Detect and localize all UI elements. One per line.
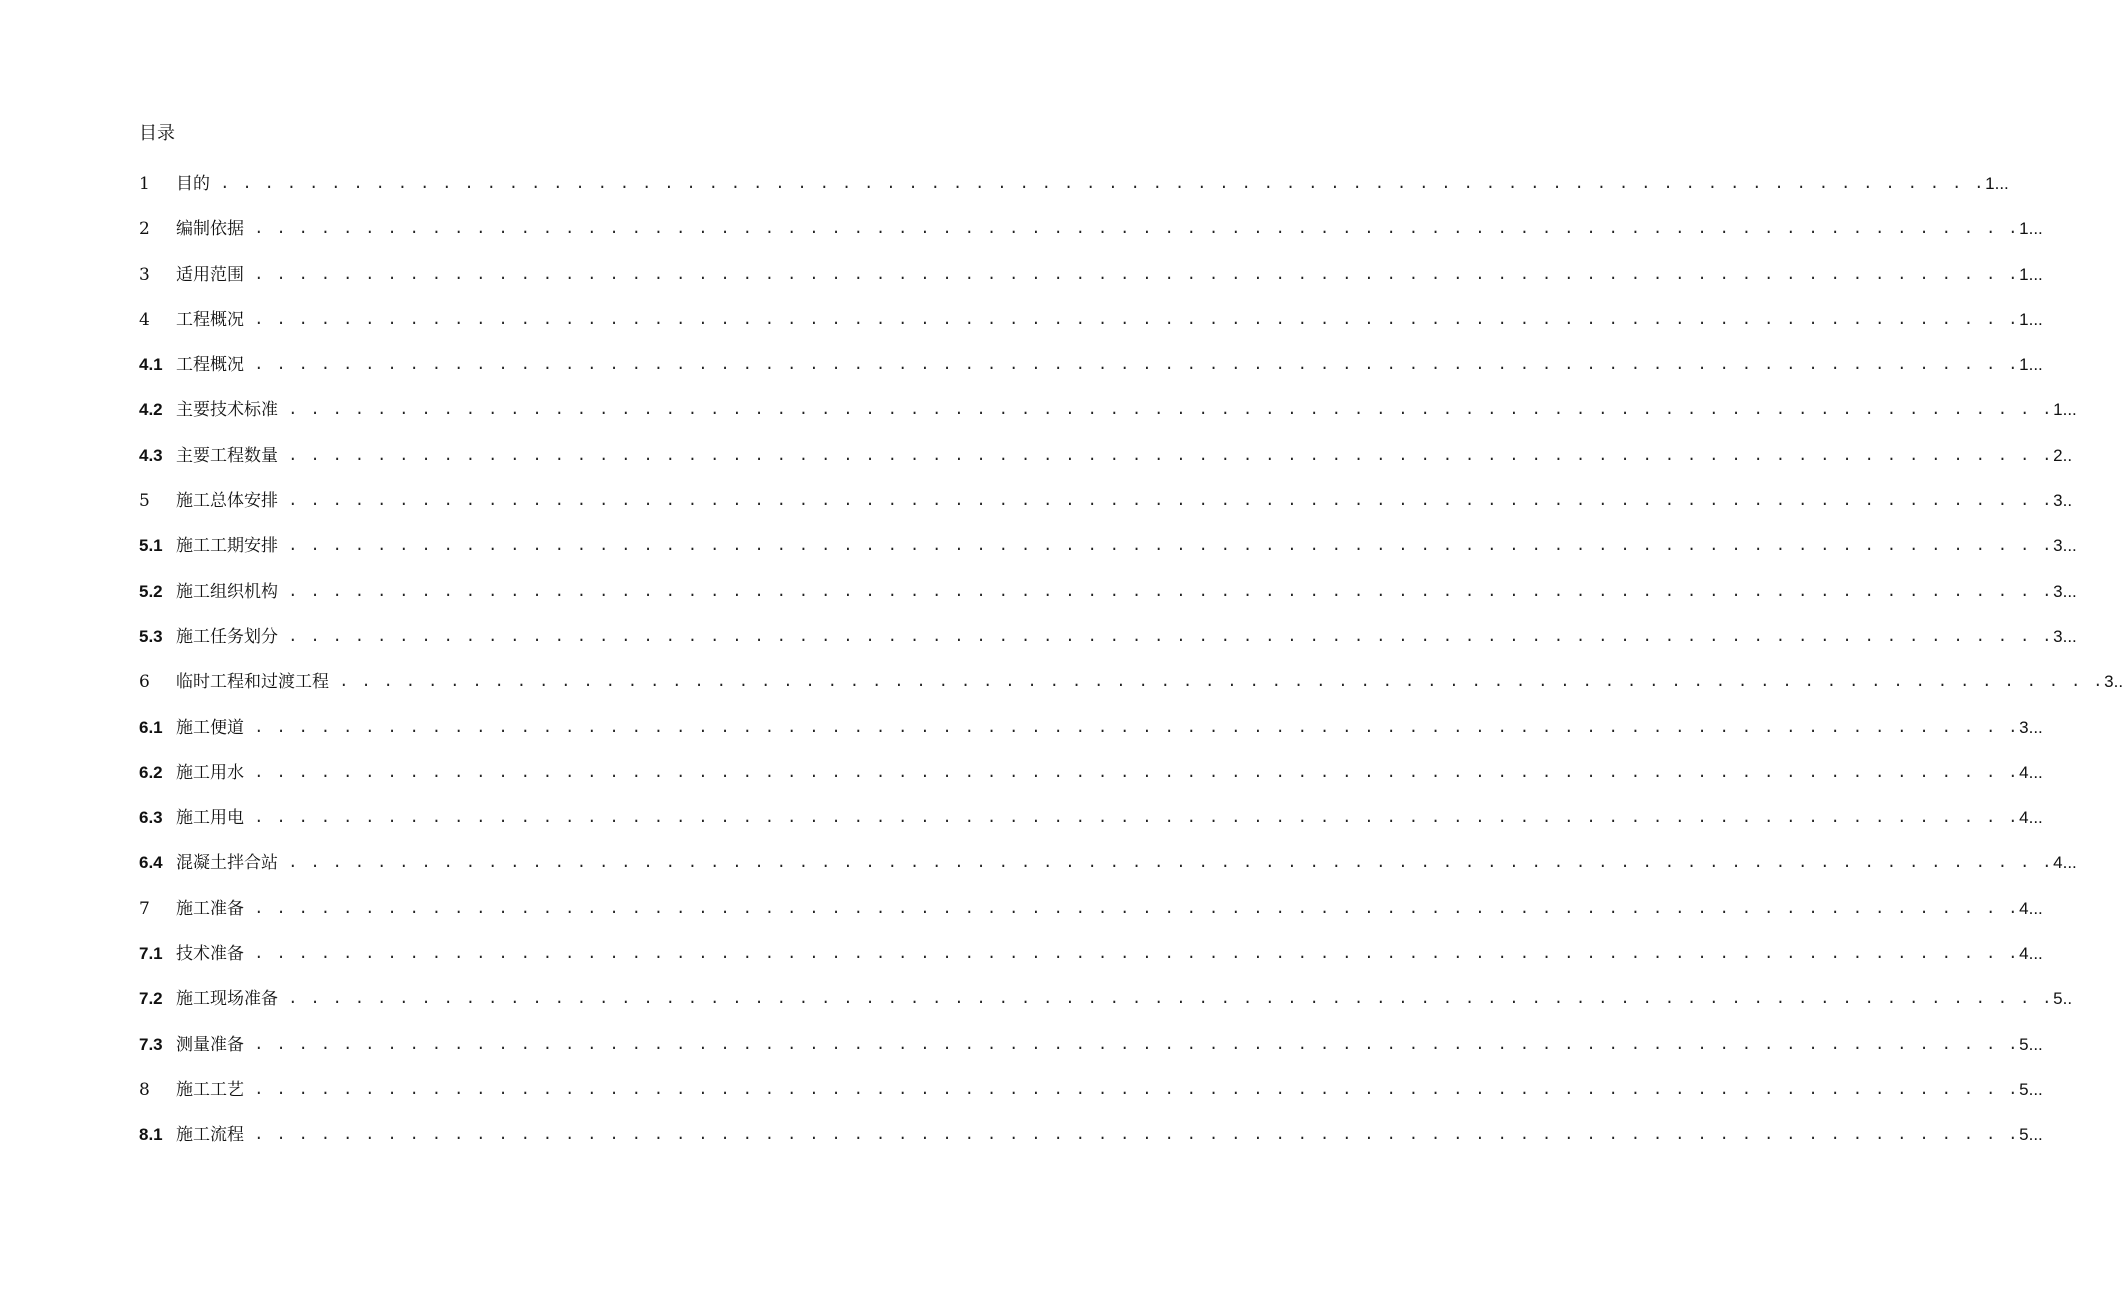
toc-entry-title: 施工工期安排 — [176, 536, 278, 557]
toc-dot-leader: . . . . . . . . . . . . . . . . . . . . . . . . . . . . . . . . . . . . . . . . . . . . . . . . . . . . . . . . . . . . . . . . . . . . . . . . . . . . . . . . — [254, 356, 2020, 375]
toc-entry[interactable] — [139, 1078, 2043, 1123]
toc-entry[interactable] — [139, 489, 2073, 534]
toc-entry-title: 施工组织机构 — [176, 581, 278, 602]
toc-entry-title: 施工用电 — [176, 808, 244, 829]
toc-dot-leader: . . . . . . . . . . . . . . . . . . . . . . . . . . . . . . . . . . . . . . . . . . . . . . . . . . . . . . . . . . . . . . . . . . . . . . . . . . . . . . . . — [288, 582, 2054, 601]
toc-entry-page: 4... — [2019, 762, 2043, 782]
toc-dot-leader: . . . . . . . . . . . . . . . . . . . . . . . . . . . . . . . . . . . . . . . . . . . . . . . . . . . . . . . . . . . . . . . . . . . . . . . . . . . . . . . . — [288, 492, 2054, 511]
toc-entry[interactable] — [139, 987, 2073, 1032]
toc-entry[interactable] — [139, 398, 2077, 443]
toc-entry-number: 4 — [139, 309, 150, 330]
toc-entry-page: 1... — [2053, 400, 2077, 420]
toc-entry-number: 7.3 — [139, 1034, 163, 1054]
toc-entry-number: 6.3 — [139, 808, 163, 828]
toc-entry[interactable] — [139, 897, 2043, 942]
toc-dot-leader: . . . . . . . . . . . . . . . . . . . . . . . . . . . . . . . . . . . . . . . . . . . . . . . . . . . . . . . . . . . . . . . . . . . . . . . . . . . . . . . . — [254, 220, 2020, 239]
toc-dot-leader: . . . . . . . . . . . . . . . . . . . . . . . . . . . . . . . . . . . . . . . . . . . . . . . . . . . . . . . . . . . . . . . . . . . . . . . . . . . . . . . . — [254, 310, 2020, 329]
toc-entry-page: 3.. — [2104, 672, 2123, 692]
toc-entry-number: 4.1 — [139, 355, 163, 375]
toc-entry-number: 7.2 — [139, 989, 163, 1009]
toc-entry-page: 4... — [2019, 944, 2043, 964]
toc-dot-leader: . . . . . . . . . . . . . . . . . . . . . . . . . . . . . . . . . . . . . . . . . . . . . . . . . . . . . . . . . . . . . . . . . . . . . . . . . . . . . . . . — [254, 265, 2020, 284]
toc-entry-title: 施工总体安排 — [176, 491, 278, 512]
toc-entry-title: 目的 — [176, 174, 210, 194]
toc-entry-number: 5.3 — [139, 626, 163, 646]
toc-list — [139, 172, 2123, 1169]
toc-entry-title: 临时工程和过渡工程 — [176, 672, 329, 693]
toc-entry-number: 6.4 — [139, 853, 163, 873]
toc-entry-page: 4... — [2053, 853, 2077, 873]
toc-entry-title: 施工工艺 — [176, 1079, 244, 1100]
toc-entry-title: 技术准备 — [176, 944, 244, 965]
toc-entry-page: 3... — [2053, 536, 2077, 556]
toc-entry[interactable] — [139, 761, 2043, 806]
toc-entry-number: 7 — [139, 898, 150, 919]
toc-entry-page: 5... — [2019, 1034, 2043, 1054]
toc-entry-title: 编制依据 — [176, 219, 244, 240]
toc-entry-title: 工程概况 — [176, 355, 244, 376]
toc-entry[interactable] — [139, 670, 2123, 715]
toc-entry-number: 5.1 — [139, 536, 163, 556]
toc-entry-number: 1 — [139, 174, 150, 194]
toc-entry-number: 8 — [139, 1079, 150, 1100]
toc-entry[interactable] — [139, 353, 2043, 398]
toc-entry-page: 1... — [2019, 309, 2043, 329]
toc-dot-leader: . . . . . . . . . . . . . . . . . . . . . . . . . . . . . . . . . . . . . . . . . . . . . . . . . . . . . . . . . . . . . . . . . . . . . . . . . . . . . . . . — [288, 627, 2054, 646]
toc-dot-leader: . . . . . . . . . . . . . . . . . . . . . . . . . . . . . . . . . . . . . . . . . . . . . . . . . . . . . . . . . . . . . . . . . . . . . . . . . . . . . . . . — [254, 1035, 2020, 1054]
toc-entry-page: 1... — [2019, 355, 2043, 375]
toc-entry-title: 施工用水 — [176, 762, 244, 783]
toc-entry-number: 6.2 — [139, 762, 163, 782]
toc-entry[interactable] — [139, 716, 2043, 761]
toc-dot-leader: . . . . . . . . . . . . . . . . . . . . . . . . . . . . . . . . . . . . . . . . . . . . . . . . . . . . . . . . . . . . . . . . . . . . . . . . . . . . . . . . — [254, 1126, 2020, 1145]
toc-entry-number: 7.1 — [139, 944, 163, 964]
toc-dot-leader: . . . . . . . . . . . . . . . . . . . . . . . . . . . . . . . . . . . . . . . . . . . . . . . . . . . . . . . . . . . . . . . . . . . . . . . . . . . . . . . . — [288, 446, 2054, 465]
toc-entry-page: 5.. — [2053, 989, 2073, 1009]
toc-dot-leader: . . . . . . . . . . . . . . . . . . . . . . . . . . . . . . . . . . . . . . . . . . . . . . . . . . . . . . . . . . . . . . . . . . . . . . . . . . . . . . . . — [254, 945, 2020, 964]
toc-entry-title: 施工流程 — [176, 1125, 244, 1146]
toc-entry-title: 主要工程数量 — [176, 445, 278, 466]
toc-entry-number: 4.2 — [139, 400, 163, 420]
toc-entry[interactable] — [139, 534, 2077, 579]
toc-entry-page: 1... — [1985, 174, 2009, 193]
toc-dot-leader: . . . . . . . . . . . . . . . . . . . . . . . . . . . . . . . . . . . . . . . . . . . . . . . . . . . . . . . . . . . . . . . . . . . . . . . . . . . . . . . . — [288, 990, 2054, 1009]
toc-entry-number: 5 — [139, 491, 150, 512]
toc-entry-title: 混凝土拌合站 — [176, 853, 278, 874]
toc-entry-title: 施工任务划分 — [176, 626, 278, 647]
toc-entry[interactable] — [139, 217, 2043, 262]
toc-entry-page: 3... — [2053, 626, 2077, 646]
toc-entry-page: 3.. — [2053, 491, 2073, 511]
toc-entry-title: 施工便道 — [176, 717, 244, 738]
toc-entry[interactable] — [139, 851, 2077, 896]
toc-entry-title: 主要技术标准 — [176, 400, 278, 421]
toc-entry-page: 1... — [2019, 264, 2043, 284]
toc-entry-number: 6.1 — [139, 717, 163, 737]
toc-dot-leader: . . . . . . . . . . . . . . . . . . . . . . . . . . . . . . . . . . . . . . . . . . . . . . . . . . . . . . . . . . . . . . . . . . . . . . . . . . . . . . . . — [288, 401, 2054, 420]
toc-entry-page: 5... — [2019, 1125, 2043, 1145]
toc-entry-title: 工程概况 — [176, 309, 244, 330]
toc-entry[interactable] — [139, 263, 2043, 308]
toc-entry[interactable] — [139, 580, 2077, 625]
toc-entry-number: 2 — [139, 219, 150, 240]
toc-entry[interactable] — [139, 308, 2043, 353]
toc-title: 目录 — [139, 123, 175, 144]
toc-entry-number: 3 — [139, 264, 150, 285]
toc-entry-page: 4... — [2019, 898, 2043, 918]
toc-dot-leader: . . . . . . . . . . . . . . . . . . . . . . . . . . . . . . . . . . . . . . . . . . . . . . . . . . . . . . . . . . . . . . . . . . . . . . . . . . . . . . . . — [220, 175, 1986, 193]
toc-dot-leader: . . . . . . . . . . . . . . . . . . . . . . . . . . . . . . . . . . . . . . . . . . . . . . . . . . . . . . . . . . . . . . . . . . . . . . . . . . . . . . . . — [288, 537, 2054, 556]
toc-entry-page: 3... — [2053, 581, 2077, 601]
toc-dot-leader: . . . . . . . . . . . . . . . . . . . . . . . . . . . . . . . . . . . . . . . . . . . . . . . . . . . . . . . . . . . . . . . . . . . . . . . . . . . . . . . . — [254, 1080, 2020, 1099]
toc-entry[interactable] — [139, 444, 2073, 489]
toc-dot-leader: . . . . . . . . . . . . . . . . . . . . . . . . . . . . . . . . . . . . . . . . . . . . . . . . . . . . . . . . . . . . . . . . . . . . . . . . . . . . . . . . — [254, 763, 2020, 782]
toc-dot-leader: . . . . . . . . . . . . . . . . . . . . . . . . . . . . . . . . . . . . . . . . . . . . . . . . . . . . . . . . . . . . . . . . . . . . . . . . . . . . . . . . — [339, 673, 2105, 692]
toc-entry-number: 6 — [139, 672, 150, 693]
toc-dot-leader: . . . . . . . . . . . . . . . . . . . . . . . . . . . . . . . . . . . . . . . . . . . . . . . . . . . . . . . . . . . . . . . . . . . . . . . . . . . . . . . . — [254, 809, 2020, 828]
toc-entry[interactable] — [139, 625, 2077, 670]
toc-entry-page: 5... — [2019, 1079, 2043, 1099]
toc-entry[interactable] — [139, 942, 2043, 987]
toc-dot-leader: . . . . . . . . . . . . . . . . . . . . . . . . . . . . . . . . . . . . . . . . . . . . . . . . . . . . . . . . . . . . . . . . . . . . . . . . . . . . . . . . — [254, 718, 2020, 737]
toc-entry-title: 测量准备 — [176, 1034, 244, 1055]
toc-entry-number: 8.1 — [139, 1125, 163, 1145]
toc-entry-number: 4.3 — [139, 445, 163, 465]
toc-dot-leader: . . . . . . . . . . . . . . . . . . . . . . . . . . . . . . . . . . . . . . . . . . . . . . . . . . . . . . . . . . . . . . . . . . . . . . . . . . . . . . . . — [254, 899, 2020, 918]
toc-entry-title: 施工准备 — [176, 898, 244, 919]
toc-entry[interactable] — [139, 1123, 2043, 1168]
toc-entry-page: 2.. — [2053, 445, 2073, 465]
toc-entry[interactable] — [139, 1033, 2043, 1078]
toc-dot-leader: . . . . . . . . . . . . . . . . . . . . . . . . . . . . . . . . . . . . . . . . . . . . . . . . . . . . . . . . . . . . . . . . . . . . . . . . . . . . . . . . — [288, 854, 2054, 873]
toc-entry-page: 4... — [2019, 808, 2043, 828]
toc-entry-page: 3... — [2019, 717, 2043, 737]
toc-entry-title: 施工现场准备 — [176, 989, 278, 1010]
toc-entry-title: 适用范围 — [176, 264, 244, 285]
toc-entry-number: 5.2 — [139, 581, 163, 601]
toc-entry[interactable] — [139, 806, 2043, 851]
toc-entry[interactable] — [139, 172, 2009, 217]
toc-entry-page: 1... — [2019, 219, 2043, 239]
